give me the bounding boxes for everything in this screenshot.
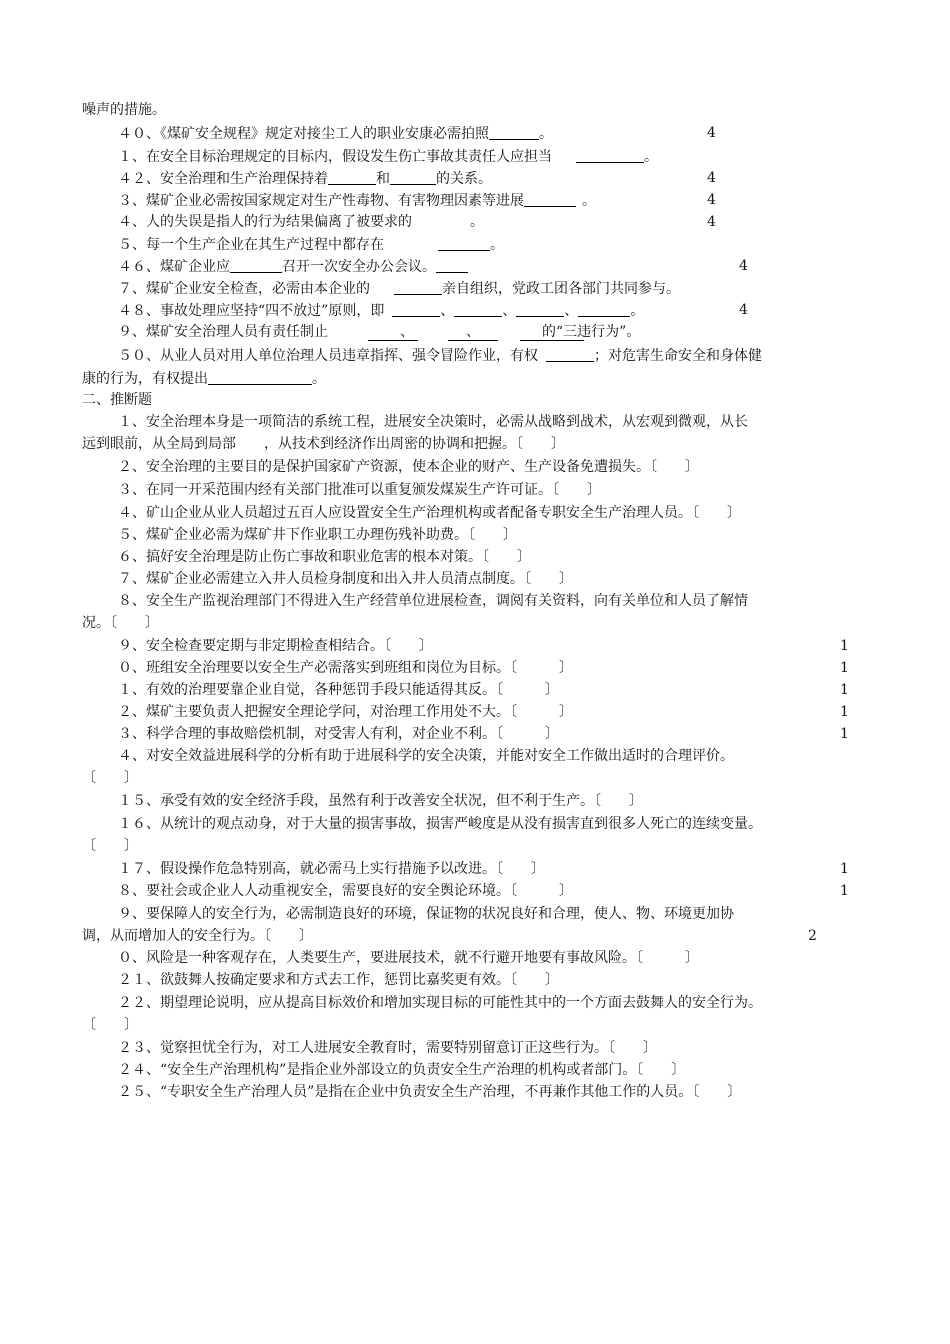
text-line: 噪声的措施。 bbox=[82, 102, 166, 118]
question-47: ７、煤矿企业安全检查，必需由本企业的 亲自组织，党政工团各部门共同参与。 bbox=[118, 281, 680, 297]
answer-blank[interactable] bbox=[489, 125, 539, 140]
judge-q14-cont: 〔 〕 bbox=[82, 770, 138, 786]
margin-number: 4 bbox=[707, 170, 716, 186]
answer-blank[interactable] bbox=[516, 302, 564, 317]
judge-q15: １５、承受有效的安全经济手段，虽然有利于改善安全状况，但不利于生产。〔 〕 bbox=[118, 793, 643, 809]
judge-q1: １、安全治理本身是一项简洁的系统工程，进展安全决策时，必需从战略到战术，从宏观到微观，从长 bbox=[118, 414, 748, 430]
margin-number: 1 bbox=[840, 883, 849, 899]
answer-blank[interactable] bbox=[576, 148, 644, 163]
judge-q22: ２２、期望理论说明，应从提高目标效价和增加实现目标的可能性其中的一个方面去鼓舞人的安全行为。 bbox=[118, 995, 762, 1011]
judge-q1-cont: 远到眼前，从全局到局部 ，从技术到经济作出周密的协调和把握。〔 〕 bbox=[82, 436, 565, 452]
question-45: ５、每一个生产企业在其生产过程中都存在 。 bbox=[118, 237, 504, 253]
answer-blank[interactable] bbox=[208, 370, 312, 385]
answer-blank[interactable] bbox=[578, 302, 630, 317]
judge-q7: ７、煤矿企业必需建立入井人员检身制度和出入井人员清点制度。〔 〕 bbox=[118, 571, 573, 587]
question-50: ５０、从业人员对用人单位治理人员违章指挥、强令冒险作业，有权 ；对危害生命安全和身体健 bbox=[118, 348, 762, 364]
judge-q14: ４、对安全效益进展科学的分析有助于进展科学的安全决策，并能对安全工作做出适时的合理评价。 bbox=[118, 748, 734, 764]
margin-number: 1 bbox=[840, 638, 849, 654]
margin-number: 1 bbox=[840, 861, 849, 877]
question-49: ９、煤矿安全治理人员有责任制止 、 、 的“三违行为”。 bbox=[118, 324, 641, 340]
margin-number: 4 bbox=[707, 125, 716, 141]
question-40: ４０、《煤矿安全规程》规定对接尘工人的职业安康必需拍照 。 bbox=[118, 126, 553, 142]
judge-q20: ０、风险是一种客观存在，人类要生产，要进展技术，就不行避开地要有事故风险。〔 〕 bbox=[118, 950, 699, 966]
question-43: ３、煤矿企业必需按国家规定对生产性毒物、有害物理因素等进展 。 bbox=[118, 193, 596, 209]
judge-q11: １、有效的治理要靠企业自觉，各种惩罚手段只能适得其反。〔 〕 bbox=[118, 682, 559, 698]
judge-q9: ９、安全检查要定期与非定期检查相结合。〔 〕 bbox=[118, 638, 433, 654]
answer-blank[interactable] bbox=[454, 302, 502, 317]
judge-q19: ９、要保障人的安全行为，必需制造良好的环境，保证物的状况良好和合理，使人、物、环境更加协 bbox=[118, 906, 734, 922]
answer-blank[interactable] bbox=[390, 170, 436, 185]
judge-q3: ３、在同一开采范围内经有关部门批准可以重复颁发煤炭生产许可证。〔 〕 bbox=[118, 482, 601, 498]
answer-blank[interactable] bbox=[368, 340, 418, 341]
question-44: ４、人的失误是指人的行为结果偏离了被要求的 。 bbox=[118, 214, 484, 230]
margin-number: 2 bbox=[808, 928, 817, 944]
judge-q5: ５、煤矿企业必需为煤矿井下作业职工办理伤残补助费。〔 〕 bbox=[118, 527, 517, 543]
judge-q18: ８、要社会或企业人人动重视安全，需要良好的安全舆论环境。〔 〕 bbox=[118, 883, 573, 899]
judge-q16: １６、从统计的观点动身，对于大量的损害事故，损害严峻度是从没有损害直到很多人死亡的连续变量。 bbox=[118, 816, 762, 832]
judge-q4: ４、矿山企业从业人员超过五百人应设置安全生产治理机构或者配备专职安全生产治理人员。〔 〕 bbox=[118, 505, 741, 521]
judge-q24: ２４、“安全生产治理机构”是指企业外部设立的负责安全生产治理的机构或者部门。〔 〕 bbox=[118, 1062, 686, 1078]
judge-q13: ３、科学合理的事故赔偿机制，对受害人有利，对企业不利。〔 〕 bbox=[118, 726, 559, 742]
margin-number: 4 bbox=[739, 302, 748, 318]
answer-blank[interactable] bbox=[438, 236, 490, 251]
margin-number: 1 bbox=[840, 660, 849, 676]
judge-q2: ２、安全治理的主要目的是保护国家矿产资源，使本企业的财产、生产设备免遭损失。〔 〕 bbox=[118, 459, 699, 475]
judge-q17: １７、假设操作危急特别高，就必需马上实行措施予以改进。〔 〕 bbox=[118, 861, 545, 877]
margin-number: 1 bbox=[840, 704, 849, 720]
answer-blank[interactable] bbox=[546, 347, 594, 362]
question-46: ４６、煤矿企业应 召开一次安全办公会议。 bbox=[118, 258, 468, 275]
answer-blank[interactable] bbox=[448, 340, 498, 341]
answer-blank[interactable] bbox=[328, 170, 376, 185]
judge-q8-cont: 况。〔 〕 bbox=[82, 615, 159, 631]
judge-q23: ２３、觉察担忧全行为，对工人进展安全教育时，需要特别留意订正这些行为。〔 〕 bbox=[118, 1040, 657, 1056]
margin-number: 1 bbox=[840, 682, 849, 698]
judge-q6: ６、搞好安全治理是防止伤亡事故和职业危害的根本对策。〔 〕 bbox=[118, 549, 531, 565]
answer-blank[interactable] bbox=[230, 258, 282, 273]
answer-blank[interactable] bbox=[392, 302, 440, 317]
judge-q22-cont: 〔 〕 bbox=[82, 1017, 138, 1033]
answer-blank[interactable] bbox=[394, 280, 442, 295]
section-title: 二、推断题 bbox=[82, 392, 152, 408]
margin-number: 1 bbox=[840, 726, 849, 742]
margin-number: 4 bbox=[739, 258, 748, 274]
judge-q19-cont: 调，从而增加人的安全行为。〔 〕 bbox=[82, 928, 313, 944]
question-48: ４８、事故处理应坚持“四不放过”原则，即 、 、 、 。 bbox=[118, 303, 645, 319]
judge-q8: ８、安全生产监视治理部门不得进入生产经营单位进展检查，调阅有关资料，向有关单位和人员了解情 bbox=[118, 593, 748, 609]
question-50-cont: 康的行为，有权提出 。 bbox=[82, 371, 326, 387]
answer-blank[interactable] bbox=[524, 192, 576, 207]
answer-blank[interactable] bbox=[436, 258, 468, 273]
judge-q10: ０、班组安全治理要以安全生产必需落实到班组和岗位为目标。〔 〕 bbox=[118, 660, 573, 676]
judge-q16-cont: 〔 〕 bbox=[82, 838, 138, 854]
answer-blank[interactable] bbox=[520, 340, 584, 341]
margin-number: 4 bbox=[707, 214, 716, 230]
judge-q12: ２、煤矿主要负责人把握安全理论学问，对治理工作用处不大。〔 〕 bbox=[118, 704, 573, 720]
judge-q21: ２１、欲鼓舞人按确定要求和方式去工作，惩罚比嘉奖更有效。〔 〕 bbox=[118, 972, 559, 988]
question-42: ４２、安全治理和生产治理保持着 和 的关系。 bbox=[118, 171, 492, 187]
judge-q25: ２５、“专职安全生产治理人员”是指在企业中负责安全生产治理，不再兼作其他工作的人员。〔 〕 bbox=[118, 1084, 742, 1100]
question-41: １、在安全目标治理规定的目标内，假设发生伤亡事故其责任人应担当 。 bbox=[118, 149, 658, 165]
margin-number: 4 bbox=[707, 192, 716, 208]
